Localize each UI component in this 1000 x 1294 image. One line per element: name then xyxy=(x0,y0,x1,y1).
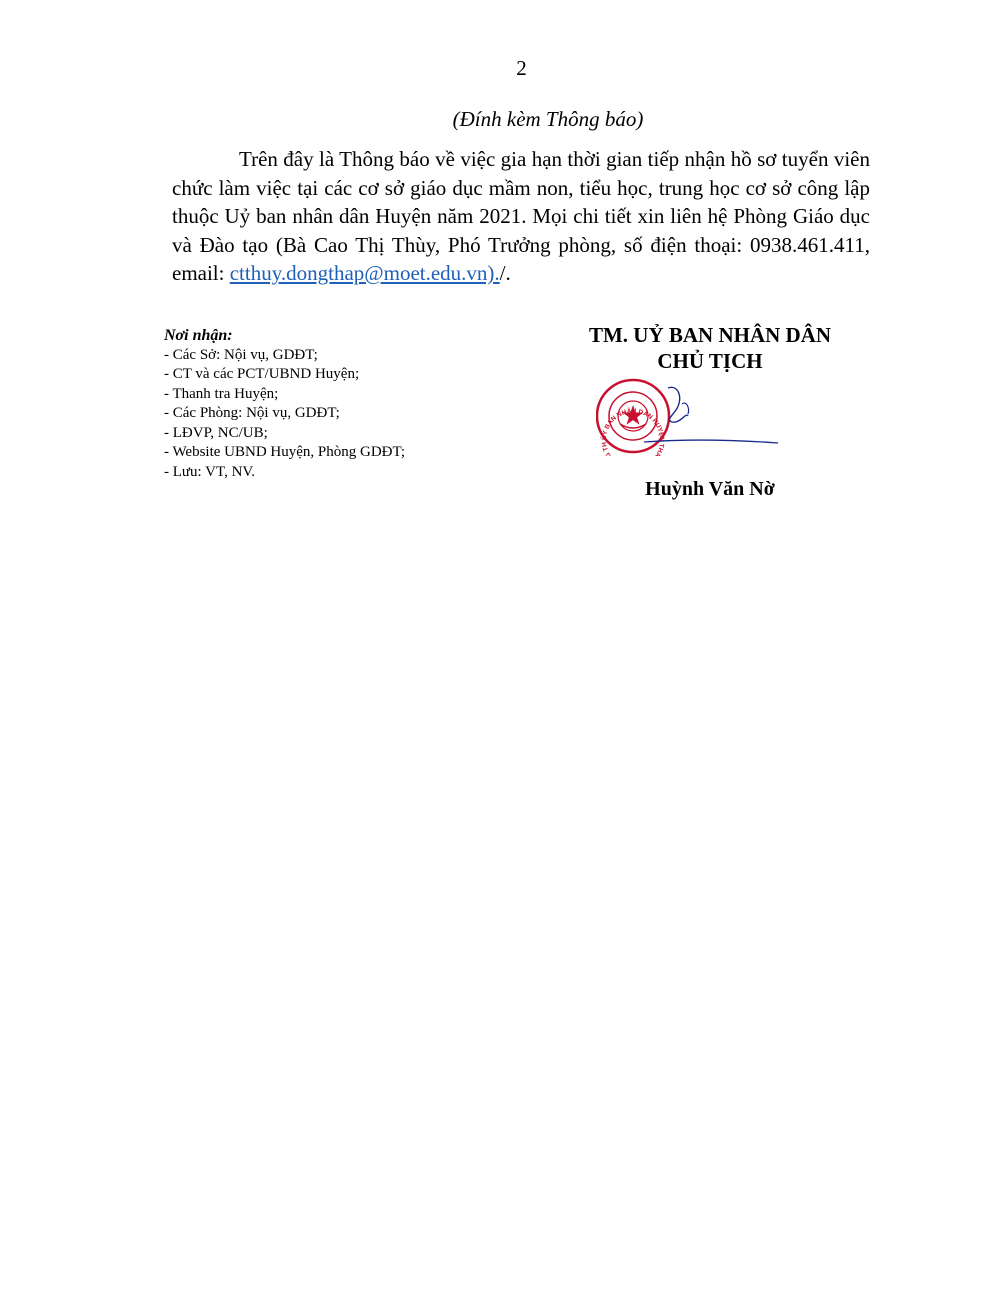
seal-and-signature xyxy=(596,376,786,456)
attachment-note: (Đính kèm Thông báo) xyxy=(452,107,644,131)
signature-block xyxy=(560,322,860,374)
official-seal-image xyxy=(596,376,786,456)
body-paragraph xyxy=(172,145,870,288)
signature-title: TM. UỶ BAN NHÂN DÂN xyxy=(588,323,832,347)
recipients-list xyxy=(164,346,405,483)
page-number: 2 xyxy=(516,56,527,80)
body-text-before-email: Trên đây là Thông báo về việc gia hạn thời gian tiếp nhận hồ sơ tuyển viên chức làm việc tại các cơ sở giáo dục mầm non, tiểu học, trung học cơ sở công lập thuộc Uỷ ban nhân dân Huyện năm 2021. Mọi chi tiết xin liên hệ Phòng Giáo dục và Đào tạo (Bà Cao Thị Thùy, Phó Trưởng phòng, số điện thoại: 0938.461.411, email: xyxy=(172,147,870,285)
recipient-item: - Website UBND Huyện, Phòng GDĐT; xyxy=(164,444,406,460)
recipient-item: - LĐVP, NC/UB; xyxy=(164,424,268,441)
recipient-item: - Các Phòng: Nội vụ, GDĐT; xyxy=(164,405,340,421)
email-link[interactable]: ctthuy.dongthap@moet.edu.vn). xyxy=(229,261,500,285)
seal-icon xyxy=(596,376,669,456)
recipient-item: - Lưu: VT, NV. xyxy=(164,463,256,480)
recipients-block xyxy=(164,326,405,482)
recipient-item: - Thanh tra Huyện; xyxy=(164,385,279,402)
recipient-item: - CT và các PCT/UBND Huyện; xyxy=(164,366,360,382)
signature-position: CHỦ TỊCH xyxy=(657,349,763,373)
seal-text: ỦY BAN NHÂN DÂN HUYỆN THA G TH xyxy=(600,407,666,456)
recipients-title: Nơi nhận: xyxy=(164,327,233,344)
signer-name: Huỳnh Văn Nờ xyxy=(645,478,775,500)
body-text-closing: /. xyxy=(499,261,511,285)
recipient-item: - Các Sở: Nội vụ, GDĐT; xyxy=(164,346,318,363)
